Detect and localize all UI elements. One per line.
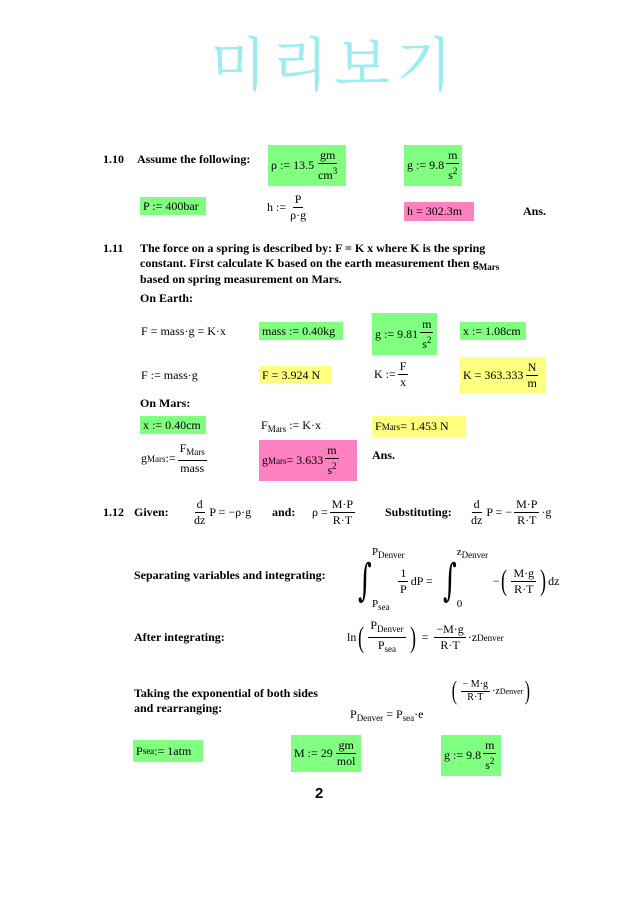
num	[178, 441, 207, 461]
exponential-label-line1: Taking the exponential of both sides	[134, 686, 318, 700]
unit-num: gm	[338, 738, 354, 752]
assign: :=	[165, 451, 176, 465]
g-unit	[483, 738, 496, 773]
g-mars-fraction	[178, 441, 207, 476]
subscript: Mars	[478, 262, 500, 272]
sym: P	[372, 598, 379, 610]
and-label: and:	[272, 505, 296, 519]
sym: z	[456, 546, 462, 558]
fraction	[461, 679, 490, 704]
log-equation	[347, 618, 504, 657]
exponential-label-line2: and rearranging:	[134, 701, 223, 715]
lower-limit: 0	[456, 598, 463, 610]
exponent: 2	[452, 166, 458, 176]
den-text: s	[485, 758, 490, 772]
minus: −	[492, 573, 500, 588]
page-number: 2	[315, 785, 324, 802]
sym: F	[179, 441, 187, 455]
num: d	[473, 497, 480, 511]
tail: ·z	[492, 685, 500, 697]
g-earth-definition	[372, 313, 437, 355]
dz: dz	[548, 573, 560, 588]
sym: g	[262, 453, 268, 467]
sub: Mars	[268, 455, 287, 466]
sym: F	[375, 419, 382, 433]
sub: Denver	[461, 550, 489, 560]
unit-den	[420, 333, 433, 352]
rhs: := 1atm	[154, 743, 192, 758]
pressure-definition: P := 400bar	[140, 197, 206, 215]
earth-heading: On Earth:	[140, 291, 194, 305]
den: dz	[471, 513, 483, 527]
watermark: 미리보기	[210, 31, 459, 99]
answer-label: Ans.	[523, 204, 547, 218]
unit-den	[316, 164, 339, 183]
num: M·g	[513, 565, 535, 580]
substituted-equation	[467, 497, 551, 528]
unit-num: N	[527, 360, 537, 374]
g-mars-result	[259, 440, 357, 481]
den: ρ·g	[290, 208, 307, 222]
unit-num: m	[327, 443, 337, 457]
unit-num: m	[448, 148, 458, 162]
molar-mass-definition	[291, 735, 361, 772]
left-paren: (	[451, 676, 457, 705]
num: P	[294, 192, 302, 206]
derivative	[469, 497, 484, 528]
integral-sign-icon: ∫	[442, 555, 457, 606]
sub: sea	[384, 644, 397, 654]
k-lhs: K :=	[374, 367, 396, 381]
fraction	[330, 497, 355, 528]
num: − M·g	[462, 678, 489, 690]
force-mars-definition	[261, 418, 321, 434]
num: −M·g	[436, 622, 464, 636]
upper-limit	[372, 546, 405, 562]
e: ·e	[414, 707, 424, 721]
second-integral	[439, 546, 489, 612]
fraction	[434, 622, 465, 653]
k-value: K = 363.333	[463, 368, 524, 382]
den-text: s	[327, 463, 333, 477]
sub: Mars	[381, 421, 401, 432]
sym: P	[372, 546, 379, 558]
unit-den	[325, 459, 338, 478]
g-lhs: g := 9.8	[444, 748, 482, 762]
sym: P	[350, 707, 357, 721]
den: dz	[194, 513, 206, 527]
rho-equation	[312, 497, 357, 528]
unit-den	[446, 164, 459, 183]
lower-limit	[372, 598, 390, 614]
rho-unit	[316, 148, 339, 183]
sym: P	[370, 618, 378, 632]
sym: P	[136, 743, 143, 758]
after-integrating-label: After integrating:	[134, 630, 225, 644]
sub: Denver	[477, 632, 504, 643]
k-unit	[525, 360, 538, 391]
exponent: 3	[332, 166, 338, 176]
sym: F	[261, 418, 268, 432]
dp-equals: dP =	[410, 573, 433, 588]
integral-sign-icon: ∫	[358, 555, 372, 606]
unit-num: gm	[320, 148, 336, 162]
den: R·T	[517, 513, 537, 527]
rhs: P = −ρ·g	[209, 505, 252, 519]
lhs: ρ =	[312, 505, 328, 519]
exponent: 2	[426, 334, 432, 345]
den: R·T	[332, 513, 353, 527]
sub: Mars	[147, 453, 166, 464]
separating-label: Separating variables and integrating:	[134, 568, 326, 582]
unit-num: m	[485, 738, 495, 752]
integral-equation	[354, 546, 560, 612]
unit-den: m	[527, 376, 537, 390]
ln: ln	[347, 630, 357, 644]
g-unit	[420, 317, 433, 352]
fraction	[511, 566, 536, 597]
tail: ·z	[467, 630, 478, 644]
fraction	[514, 497, 539, 528]
den	[376, 638, 398, 657]
tail: ·g	[541, 505, 552, 519]
sym: P	[377, 638, 385, 652]
num: M·P	[331, 497, 354, 511]
answer-label: Ans.	[372, 448, 396, 462]
unit-den	[483, 754, 496, 773]
value: = 3.633	[286, 453, 324, 467]
unit	[325, 443, 338, 478]
x-earth-definition: x := 1.08cm	[460, 322, 526, 340]
h-lhs: h :=	[267, 200, 287, 214]
sub: Denver	[499, 686, 524, 696]
rho-definition	[268, 145, 346, 186]
substituting-label: Substituting:	[385, 505, 452, 519]
left-paren: (	[501, 564, 508, 597]
problem-number: 1.12	[103, 505, 124, 519]
g-definition	[404, 145, 462, 186]
den-text: s	[422, 336, 427, 351]
mid: P = −	[486, 505, 513, 519]
mass-definition: mass := 0.40kg	[259, 322, 343, 340]
h-result: h = 302.3m	[404, 202, 474, 221]
eq: = P	[383, 707, 403, 721]
k-formula	[374, 359, 410, 390]
den: mass	[180, 461, 205, 475]
force-definition: F := mass·g	[141, 368, 198, 382]
force-mars-result	[372, 416, 466, 437]
g-unit	[446, 148, 459, 183]
x-mars-definition: x := 0.40cm	[140, 416, 206, 434]
unit	[335, 738, 358, 769]
num: 1	[400, 565, 407, 580]
g-lhs: g := 9.8	[407, 158, 445, 172]
equals: =	[421, 630, 429, 644]
mars-heading: On Mars:	[140, 396, 191, 410]
sub: sea	[402, 713, 415, 723]
spring-relation: F = mass·g = K·x	[141, 324, 226, 338]
problem-number: 1.11	[103, 241, 124, 255]
den-text: cm	[318, 168, 333, 182]
unit-den: mol	[336, 754, 356, 768]
left-paren: (	[358, 620, 365, 654]
given-equation	[190, 497, 251, 528]
exponent: 2	[489, 756, 495, 766]
right-paren: )	[525, 676, 531, 705]
upper-limit	[457, 546, 488, 562]
rhs: := K·x	[286, 418, 321, 432]
g-lhs: g := 9.81	[375, 326, 419, 341]
k-result	[460, 357, 546, 394]
sub: Denver	[356, 713, 384, 723]
problem-text-line1: The force on a spring is described by: F = K x where K is the spring	[140, 241, 486, 255]
given-label: Given:	[134, 505, 169, 519]
sym: g	[141, 451, 147, 465]
text: constant. First calculate K based on the earth measurement then g	[140, 256, 479, 270]
sub: Denver	[377, 624, 404, 634]
right-paren: )	[409, 620, 416, 654]
problem-text-line2	[140, 256, 499, 272]
fraction	[368, 618, 405, 657]
sub: Mars	[186, 447, 205, 457]
g-mars-formula	[141, 441, 209, 476]
right-paren: )	[540, 564, 547, 597]
sub: sea	[378, 602, 390, 612]
num: d	[196, 497, 203, 511]
den: P	[400, 581, 407, 596]
h-formula	[267, 192, 310, 223]
den: R·T	[467, 691, 484, 703]
one-over-p	[398, 566, 409, 597]
sub: Denver	[378, 550, 405, 560]
sub: sea	[142, 746, 155, 756]
h-fraction	[288, 192, 308, 223]
exponent: 2	[332, 461, 337, 471]
den-text: s	[448, 168, 453, 182]
lhs: M := 29	[294, 746, 333, 760]
force-result: F = 3.924 N	[259, 366, 331, 384]
sub: Mars	[267, 424, 287, 434]
psea-definition	[133, 740, 203, 762]
problem-number: 1.10	[103, 152, 124, 166]
num	[368, 618, 405, 638]
value: = 1.453 N	[400, 419, 449, 433]
den: R·T	[440, 638, 460, 652]
num: F	[399, 359, 407, 373]
k-fraction	[398, 359, 409, 390]
den: x	[400, 375, 407, 389]
num: M·P	[516, 497, 538, 511]
problem-intro: Assume the following:	[137, 152, 251, 166]
base	[350, 707, 423, 726]
g-definition	[441, 735, 501, 776]
den: R·T	[514, 581, 534, 596]
derivative	[192, 497, 207, 528]
rho-lhs: ρ := 13.5	[271, 158, 315, 172]
exponent	[450, 677, 532, 705]
unit-num: m	[422, 316, 432, 331]
problem-text-line3: based on spring measurement on Mars.	[140, 272, 342, 286]
